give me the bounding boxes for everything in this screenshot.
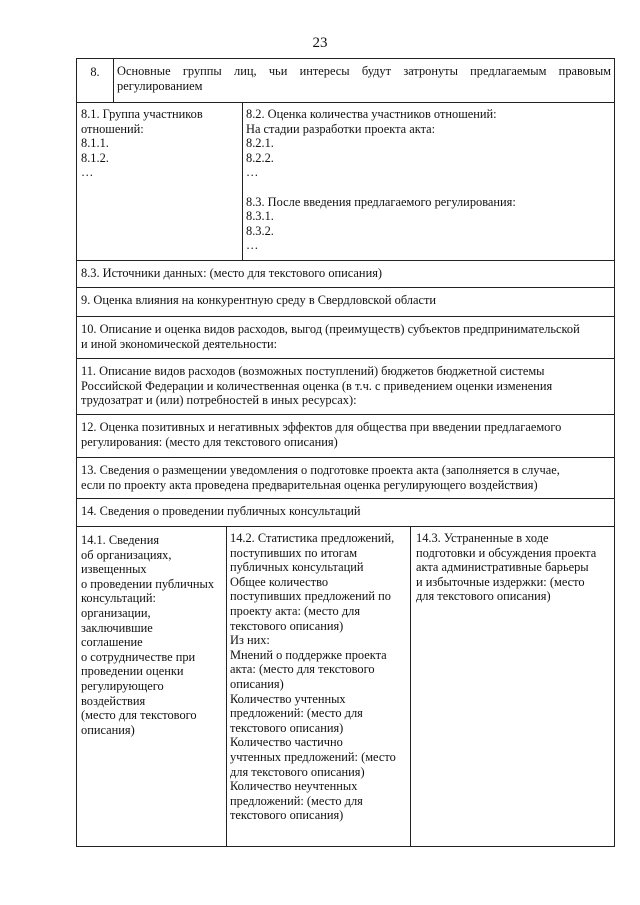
section-14-title: 14. Сведения о проведении публичных консультаций	[81, 504, 361, 518]
section-14-2-line: Из них:	[230, 633, 270, 648]
section-14-3-cell	[410, 527, 614, 846]
section-8-1-line1: 8.1. Группа участников	[81, 107, 203, 121]
section-14-row	[76, 498, 615, 527]
section-14-1-line: описания)	[81, 722, 135, 737]
section-10-line1: 10. Описание и оценка видов расходов, выгод (преимуществ) субъектов предпринимательской	[81, 322, 580, 336]
section-8-2-2: 8.2.2.	[246, 150, 274, 165]
section-14-2-line: Количество неучтенных	[230, 779, 358, 794]
section-8-1-2: 8.1.2.	[81, 150, 109, 165]
section-14-2-line: текстового описания)	[230, 808, 344, 823]
section-11-line1: 11. Описание видов расходов (возможных поступлений) бюджетов бюджетной системы	[81, 364, 545, 378]
section-8-1-cell	[77, 103, 242, 260]
section-8-3-sources: 8.3. Источники данных: (место для текстового описания)	[81, 266, 383, 280]
section-14-2-line: предложений: (место для	[230, 793, 363, 808]
section-14-2-line: акта: (место для текстового	[230, 662, 375, 677]
section-14-1-line: об организациях,	[81, 547, 172, 562]
section-8-2-ellipsis: …	[246, 165, 259, 180]
section-8-3-1: 8.3.1.	[246, 209, 274, 224]
section-11-line3: трудозатрат и (или) потребностей в иных ресурсах):	[81, 393, 357, 408]
section-12-row	[76, 414, 615, 458]
section-8-3-sources-row	[76, 260, 615, 288]
section-14-2-line: предложений: (место для	[230, 706, 363, 721]
section-14-3-line: 14.3. Устраненные в ходе	[416, 531, 549, 545]
section-13-line1: 13. Сведения о размещении уведомления о подготовке проекта акта (заполняется в случае,	[81, 463, 560, 477]
section-14-1-line: 14.1. Сведения	[81, 533, 160, 547]
section-10-row	[76, 316, 615, 359]
section-13-row	[76, 457, 615, 499]
section-14-1-line: консультаций:	[81, 591, 156, 606]
section-14-2-line: проекту акта: (место для	[230, 603, 361, 618]
section-14-2-line: для текстового описания)	[230, 764, 365, 779]
section-10-line2: и иной экономической деятельности:	[81, 336, 278, 351]
section-14-2-line: поступивших предложений по	[230, 589, 391, 604]
section-14-columns-row	[76, 526, 615, 847]
section-14-1-line: регулирующего	[81, 678, 164, 693]
section-14-2-line: Количество учтенных	[230, 691, 346, 706]
section-8-1-1: 8.1.1.	[81, 136, 109, 151]
section-14-1-cell	[77, 527, 226, 846]
section-14-2-cell	[226, 527, 410, 846]
section-14-1-line: соглашение	[81, 635, 143, 650]
section-9-text: 9. Оценка влияния на конкурентную среду в Свердловской области	[81, 293, 437, 307]
section-12-line2: регулирования: (место для текстового описания)	[81, 434, 338, 449]
section-14-1-line: проведении оценки	[81, 664, 184, 679]
section-8-2-line1: 8.2. Оценка количества участников отношений:	[246, 107, 497, 121]
section-8-1-ellipsis: …	[81, 165, 94, 180]
section-8-1-8-2-row	[76, 102, 615, 261]
section-9-row	[76, 287, 615, 317]
section-8-header-row	[76, 58, 615, 103]
section-11-line2: Российской Федерации и количественная оценка (в т.ч. с приведением оценки изменения	[81, 378, 553, 393]
section-14-1-line: (место для текстового	[81, 708, 197, 723]
section-14-2-line: 14.2. Статистика предложений,	[230, 531, 395, 545]
section-14-3-line: подготовки и обсуждения проекта	[416, 545, 597, 560]
section-8-title	[113, 59, 614, 102]
section-8-3-after-title: 8.3. После введения предлагаемого регулирования:	[246, 194, 516, 209]
section-8-3-ellipsis: …	[246, 238, 259, 253]
section-8-title-line1: Основные группы лиц, чьи интересы будут затронуты предлагаемым правовым	[117, 64, 611, 78]
section-8-2-cell	[242, 103, 614, 260]
section-14-2-line: Мнений о поддержке проекта	[230, 647, 387, 662]
section-14-2-line: публичных консультаций	[230, 560, 364, 575]
section-14-2-line: описания)	[230, 676, 284, 691]
section-14-2-line: текстового описания)	[230, 720, 344, 735]
page-number: 23	[312, 35, 328, 51]
section-14-3-line: и избыточные издержки: (место	[416, 574, 585, 589]
section-14-1-line: воздействия	[81, 693, 146, 708]
section-14-1-line: организации,	[81, 605, 151, 620]
section-14-3-line: для текстового описания)	[416, 589, 551, 604]
section-14-1-line: заключившие	[81, 620, 153, 635]
section-8-3-2: 8.3.2.	[246, 223, 274, 238]
section-8-2-1: 8.2.1.	[246, 136, 274, 151]
section-14-3-line: акта административные барьеры	[416, 560, 589, 575]
section-11-row	[76, 358, 615, 415]
section-13-line2: если по проекту акта проведена предварительная оценка регулирующего воздействия)	[81, 477, 538, 492]
section-14-1-line: извещенных	[81, 562, 147, 577]
section-14-2-line: поступивших по итогам	[230, 545, 358, 560]
section-14-2-line: учтенных предложений: (место	[230, 749, 396, 764]
section-8-title-line2: регулированием	[117, 78, 203, 93]
section-14-2-line: Общее количество	[230, 574, 329, 589]
section-12-line1: 12. Оценка позитивных и негативных эффектов для общества при введении предлагаемого	[81, 420, 562, 434]
section-14-2-line: текстового описания)	[230, 618, 344, 633]
section-14-1-line: о проведении публичных	[81, 576, 215, 591]
section-8-number: 8.	[90, 65, 100, 79]
section-8-1-line2: отношений:	[81, 121, 144, 136]
section-14-1-line: о сотрудничестве при	[81, 649, 196, 664]
section-14-2-line: Количество частично	[230, 735, 343, 750]
section-8-2-line2: На стадии разработки проекта акта:	[246, 121, 436, 136]
